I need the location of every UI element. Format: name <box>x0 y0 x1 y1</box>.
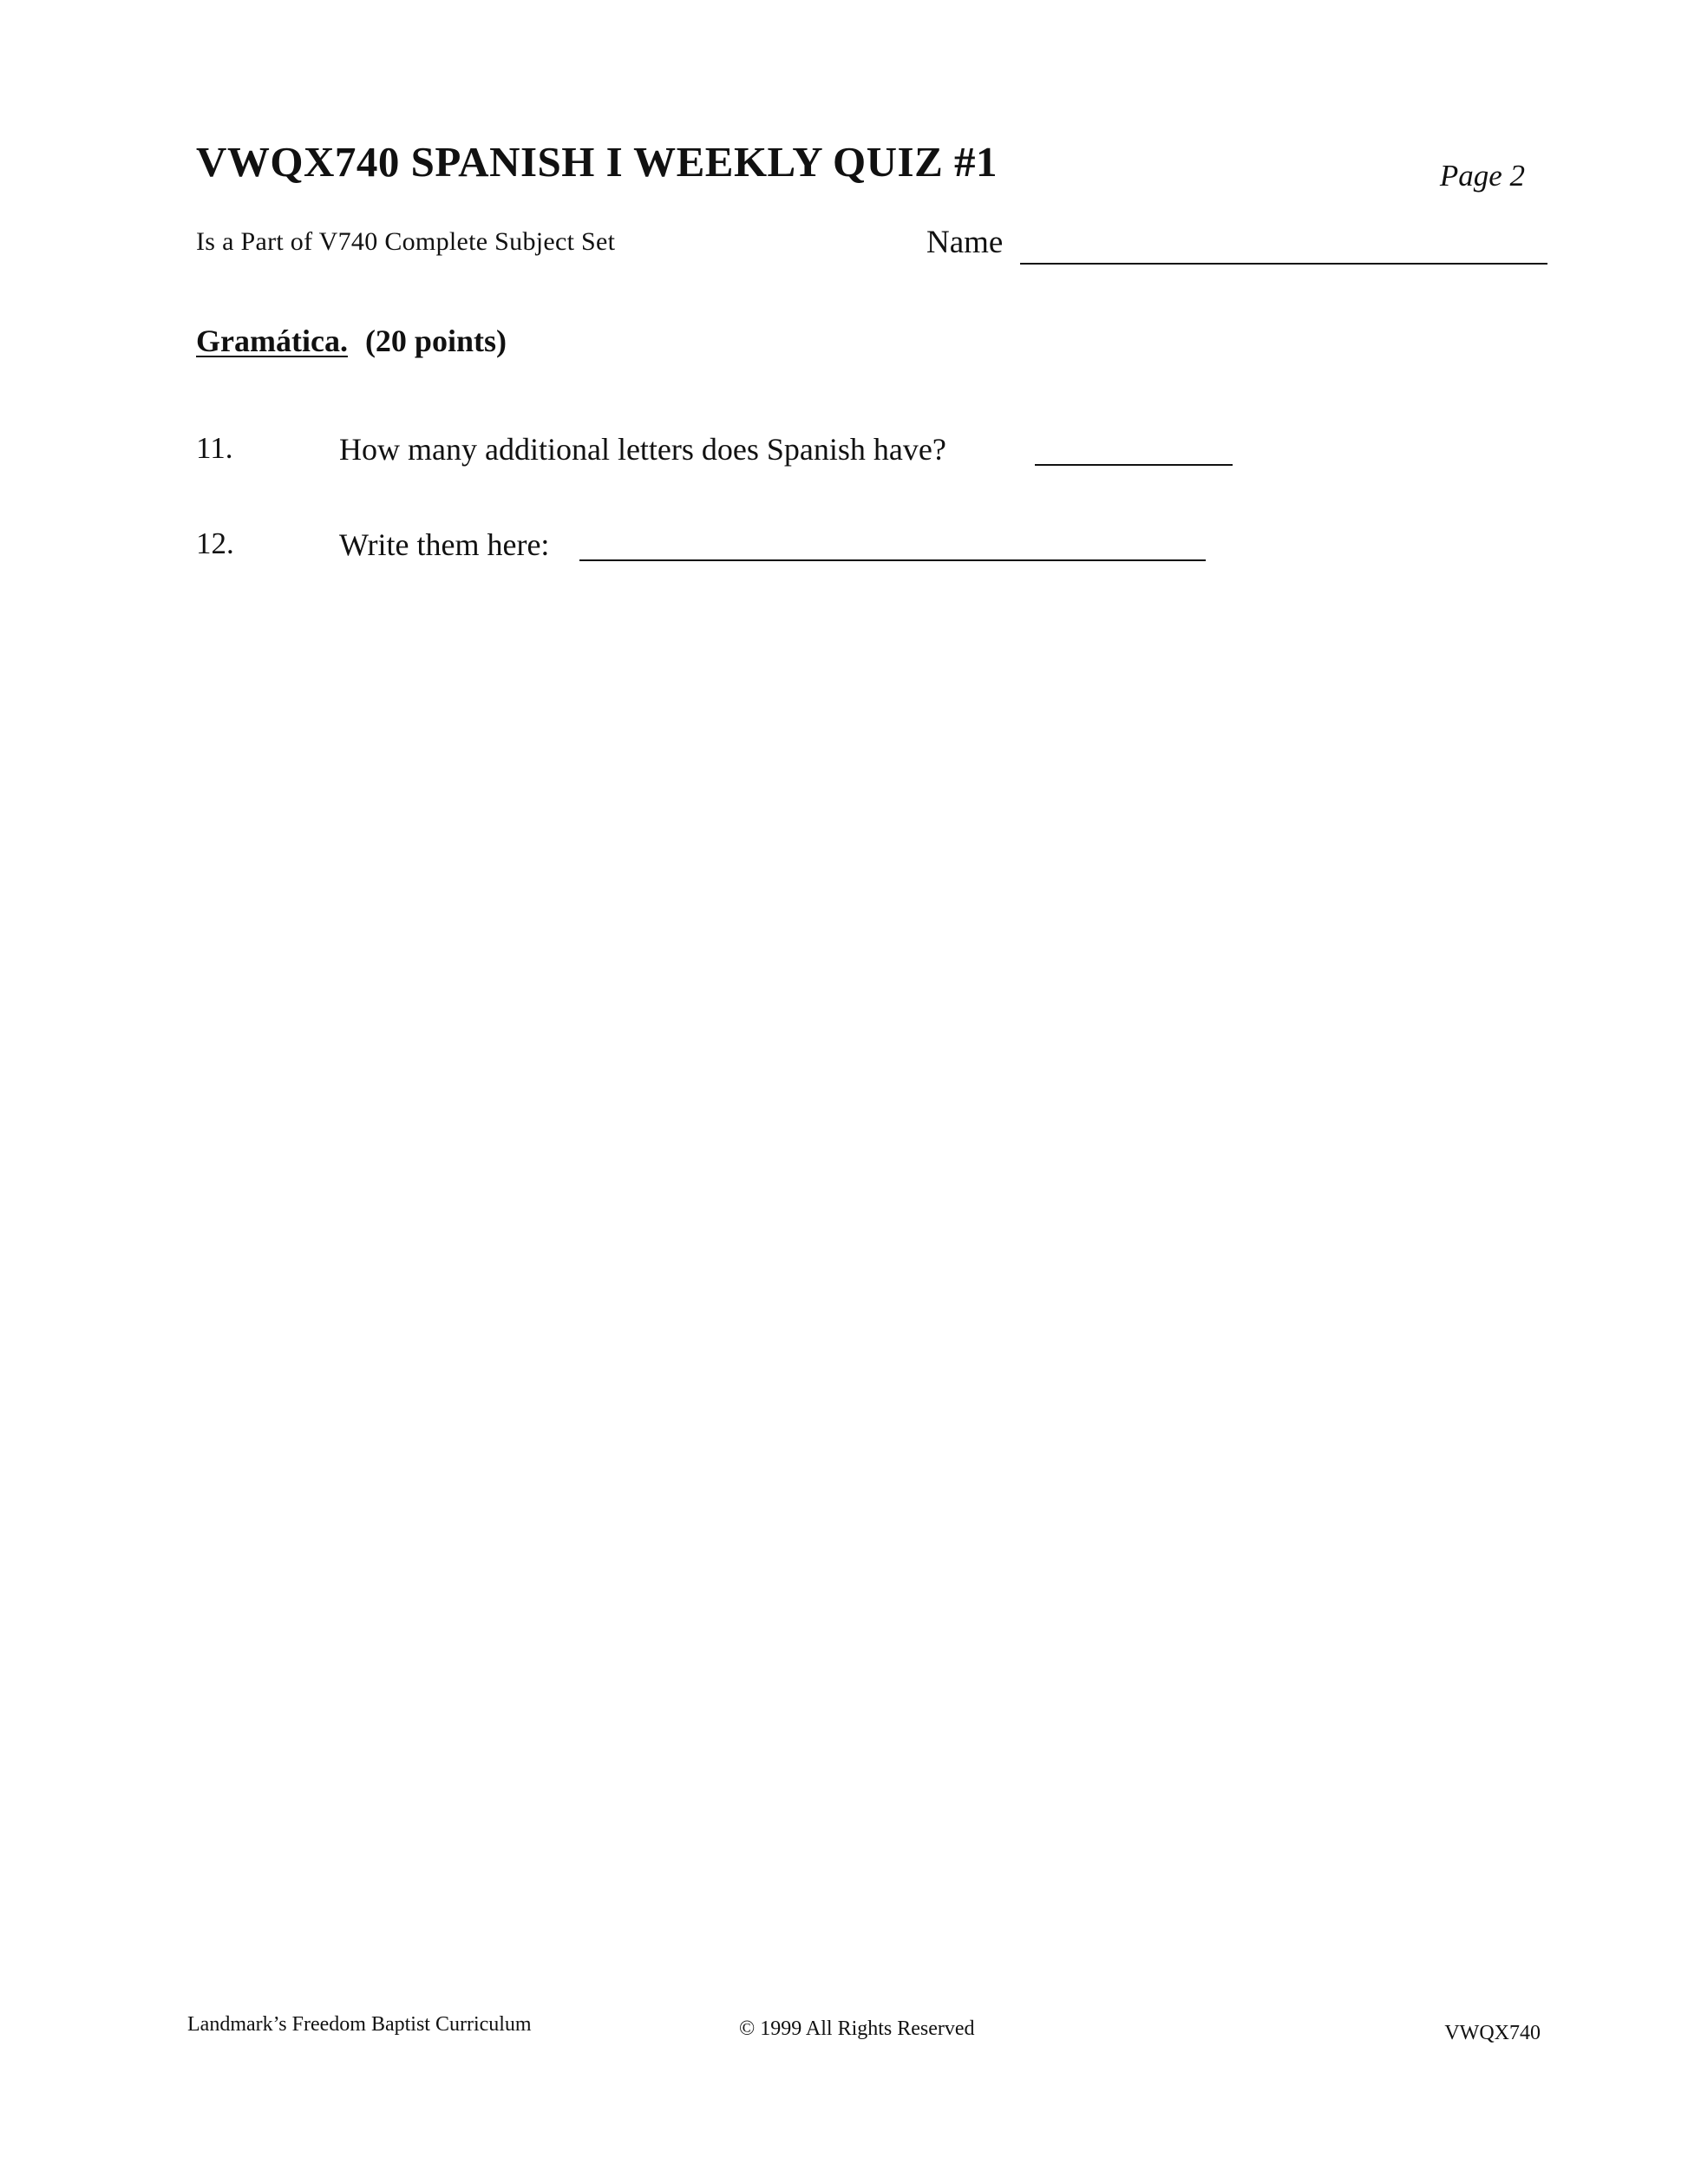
section-heading <box>196 323 507 359</box>
question-number: 12. <box>196 526 234 560</box>
question-number: 11. <box>196 431 233 465</box>
footer-publisher: Landmark’s Freedom Baptist Curriculum <box>187 2013 532 2036</box>
subject-set-note: Is a Part of V740 Complete Subject Set <box>196 227 616 256</box>
page-number: Page 2 <box>1439 159 1525 193</box>
question-text: Write them here: <box>339 527 550 562</box>
section-name: Gramática. <box>196 324 348 358</box>
quiz-title: VWQX740 SPANISH I WEEKLY QUIZ #1 <box>196 138 998 186</box>
section-points: (20 points) <box>364 324 507 358</box>
question-text: How many additional letters does Spanish have? <box>339 432 946 467</box>
answer-line[interactable] <box>579 559 1206 561</box>
footer-code: VWQX740 <box>1444 2022 1541 2044</box>
name-label: Name <box>926 225 1004 260</box>
footer-copyright: © 1999 All Rights Reserved <box>739 2017 975 2040</box>
name-answer-line[interactable] <box>1020 263 1547 265</box>
answer-line[interactable] <box>1035 464 1233 466</box>
